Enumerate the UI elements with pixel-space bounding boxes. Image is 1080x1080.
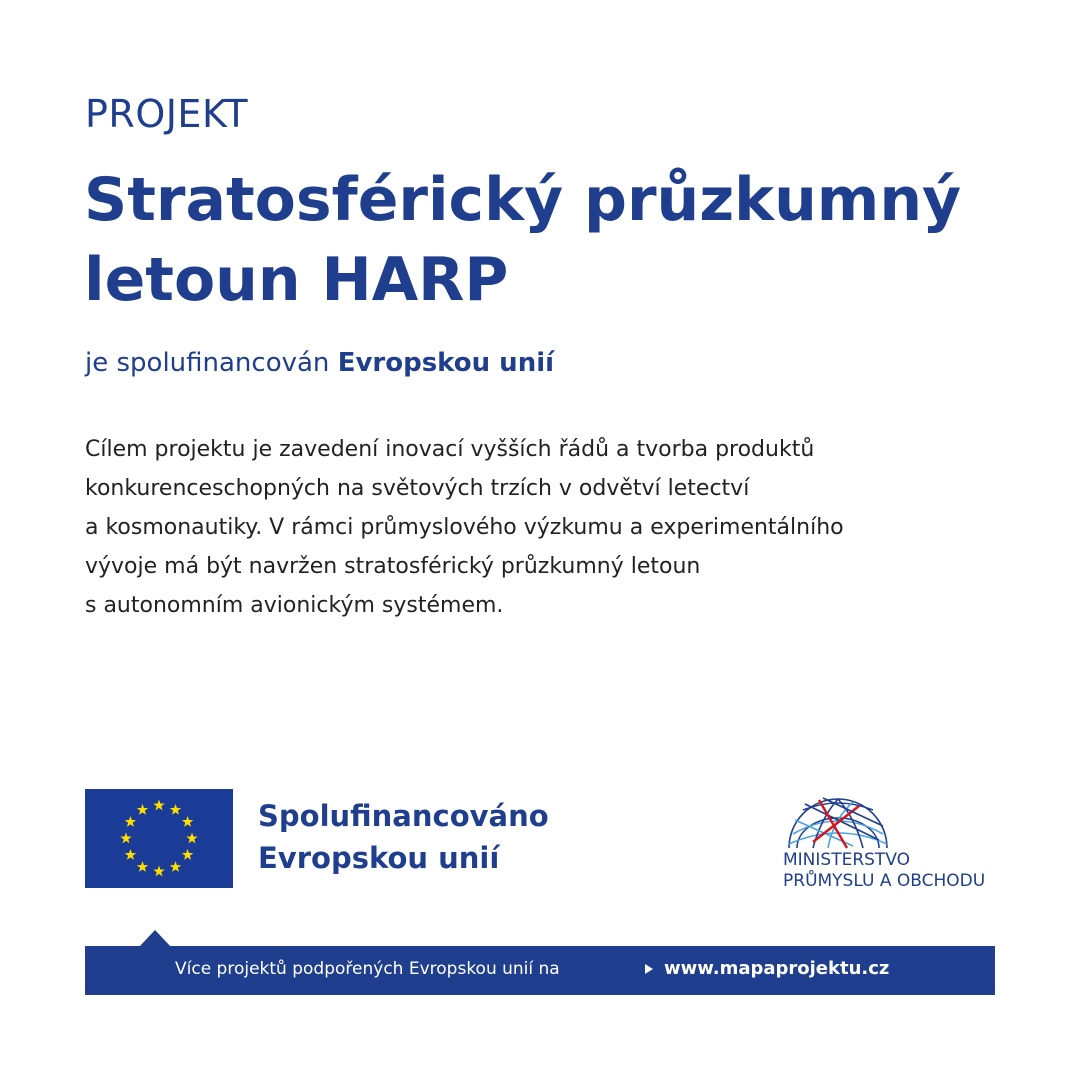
eu-star-icon xyxy=(125,849,136,860)
eu-star-icon xyxy=(125,816,136,827)
eu-cofinanced-label xyxy=(258,795,549,879)
eu-star-icon xyxy=(170,804,181,815)
eu-star-icon xyxy=(182,849,193,860)
eu-star-icon xyxy=(153,866,164,877)
star-ring xyxy=(120,800,197,877)
subtitle xyxy=(85,348,554,378)
kicker: PROJEKT xyxy=(85,92,249,136)
mapaprojektu-link[interactable]: www.mapaprojektu.cz xyxy=(664,958,890,979)
description-line: vývoje má být navržen stratosférický průzkumný letoun xyxy=(85,554,701,579)
eu-star-icon xyxy=(182,816,193,827)
description-line: Cílem projektu je zavedení inovací vyšších řádů a tvorba produktů xyxy=(85,437,815,462)
ministry-globe-logo xyxy=(783,790,893,850)
footer-notch xyxy=(139,930,171,947)
eu-star-icon xyxy=(120,833,131,844)
ministry-name xyxy=(783,850,985,892)
eu-label-line: Spolufinancováno xyxy=(258,799,549,833)
eu-star-icon xyxy=(137,861,148,872)
subtitle-emphasis: Evropskou unií xyxy=(337,348,555,378)
eu-label-line: Evropskou unií xyxy=(258,841,500,875)
eu-star-icon xyxy=(137,804,148,815)
footer-text: Více projektů podpořených Evropskou unií na xyxy=(175,959,560,979)
eu-star-icon xyxy=(170,861,181,872)
eu-star-icon xyxy=(153,800,164,811)
description-line: a kosmonautiky. V rámci průmyslového výzkumu a experimentálního xyxy=(85,515,844,540)
eu-flag-icon xyxy=(85,789,233,888)
ministry-name-line: PRŮMYSLU A OBCHODU xyxy=(783,871,986,891)
title-line: letoun HARP xyxy=(84,245,509,315)
triangle-right-icon xyxy=(645,964,653,974)
eu-stars xyxy=(85,789,233,888)
title-line: Stratosférický průzkumný xyxy=(84,165,962,235)
description-line: s autonomním avionickým systémem. xyxy=(85,593,504,618)
subtitle-prefix: je spolufinancován xyxy=(85,348,330,378)
page-title xyxy=(84,160,1024,320)
project-description xyxy=(85,430,1015,625)
ministry-name-line: MINISTERSTVO xyxy=(783,850,911,870)
description-line: konkurenceschopných na světových trzích v odvětví letectví xyxy=(85,476,750,501)
eu-star-icon xyxy=(186,833,197,844)
